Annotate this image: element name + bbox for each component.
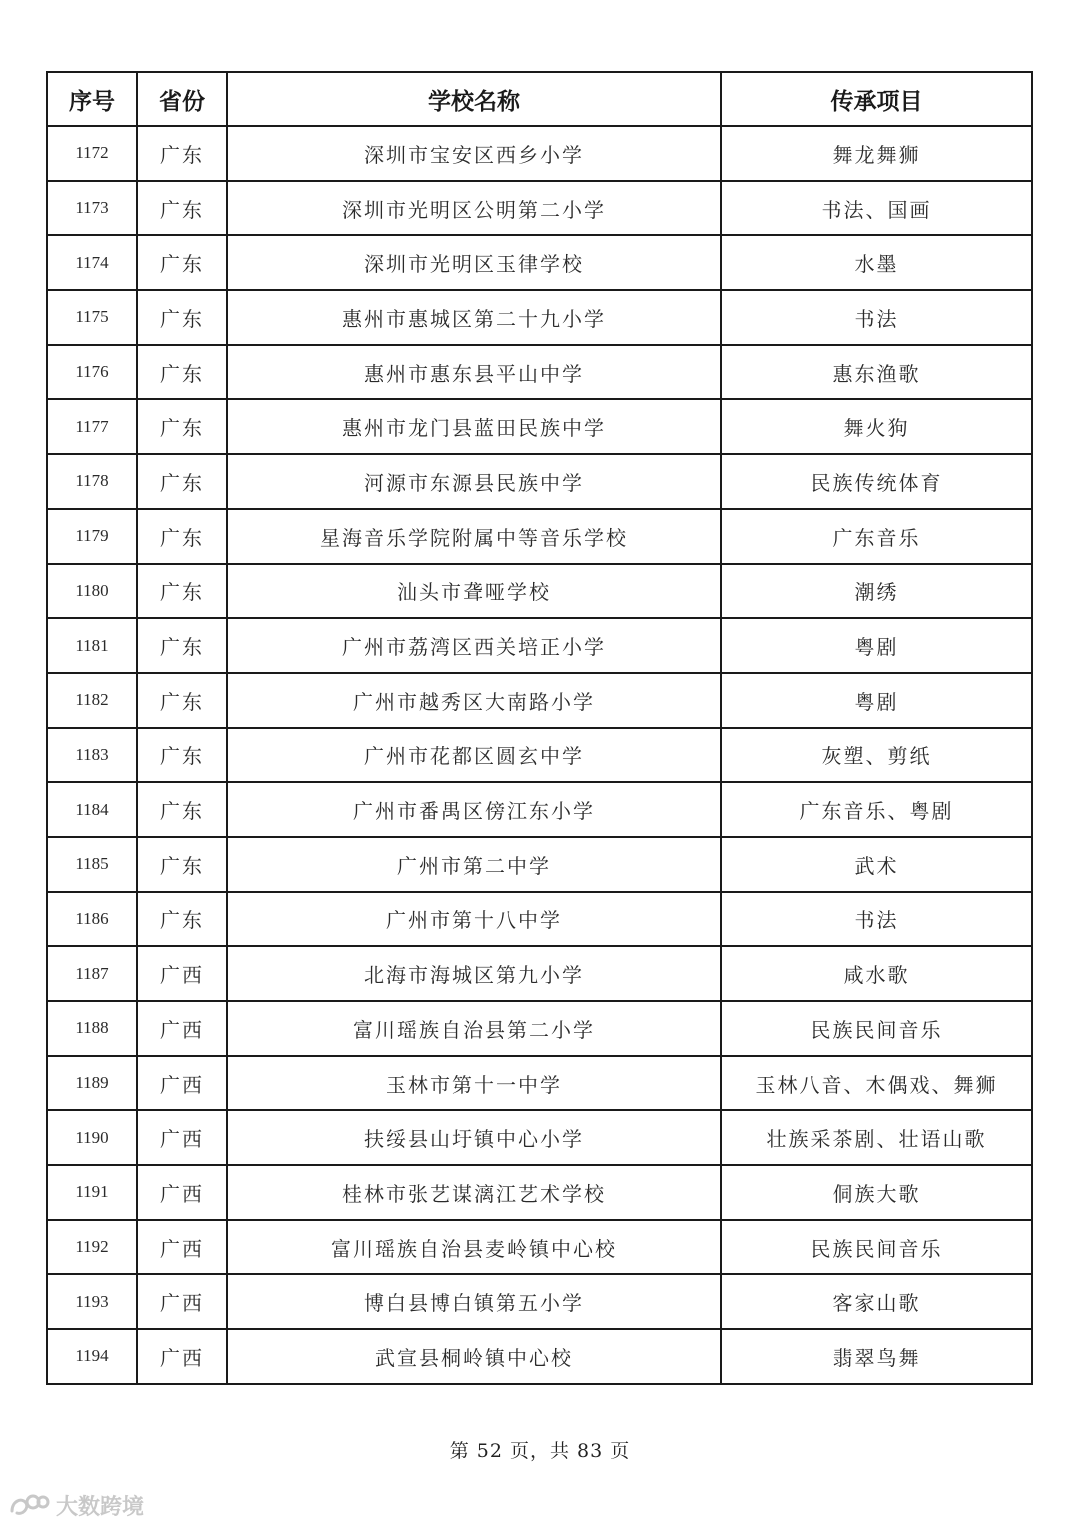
table-row [47, 1056, 1032, 1111]
cell-serial-number: 1191 [47, 1165, 137, 1220]
cell-province: 广东 [137, 181, 227, 236]
cell-heritage-project: 民族民间音乐 [721, 1001, 1032, 1056]
table-row [47, 454, 1032, 509]
table-row [47, 181, 1032, 236]
table-row [47, 126, 1032, 181]
cell-serial-number: 1188 [47, 1001, 137, 1056]
cell-school-name: 惠州市惠东县平山中学 [227, 345, 721, 400]
cell-heritage-project: 灰塑、剪纸 [721, 728, 1032, 783]
cell-province: 广西 [137, 1220, 227, 1275]
cell-serial-number: 1192 [47, 1220, 137, 1275]
table-row [47, 1220, 1032, 1275]
cell-heritage-project: 粤剧 [721, 673, 1032, 728]
cell-province: 广西 [137, 1165, 227, 1220]
cell-heritage-project: 舞龙舞狮 [721, 126, 1032, 181]
table-row [47, 564, 1032, 619]
cell-province: 广东 [137, 290, 227, 345]
watermark-text: 大数跨境 [56, 1495, 145, 1520]
page-number-footer: 第 52 页，共 83 页 [449, 1440, 631, 1462]
cell-school-name: 武宣县桐岭镇中心校 [227, 1329, 721, 1384]
cell-province: 广东 [137, 837, 227, 892]
cell-heritage-project: 壮族采茶剧、壮语山歌 [721, 1110, 1032, 1165]
cell-heritage-project: 潮绣 [721, 564, 1032, 619]
table-row [47, 618, 1032, 673]
cell-serial-number: 1178 [47, 454, 137, 509]
cell-heritage-project: 广东音乐、粤剧 [721, 782, 1032, 837]
cell-school-name: 星海音乐学院附属中等音乐学校 [227, 509, 721, 564]
cell-school-name: 富川瑶族自治县第二小学 [227, 1001, 721, 1056]
cell-serial-number: 1190 [47, 1110, 137, 1165]
cell-serial-number: 1177 [47, 399, 137, 454]
cell-province: 广东 [137, 454, 227, 509]
cell-school-name: 深圳市光明区玉律学校 [227, 235, 721, 290]
table-row [47, 1110, 1032, 1165]
cell-province: 广西 [137, 1329, 227, 1384]
table-row [47, 509, 1032, 564]
cell-province: 广西 [137, 946, 227, 1001]
cell-serial-number: 1175 [47, 290, 137, 345]
cell-province: 广东 [137, 399, 227, 454]
cell-serial-number: 1183 [47, 728, 137, 783]
cell-province: 广东 [137, 782, 227, 837]
cell-serial-number: 1179 [47, 509, 137, 564]
cell-province: 广东 [137, 673, 227, 728]
cell-province: 广东 [137, 564, 227, 619]
cell-heritage-project: 民族民间音乐 [721, 1220, 1032, 1275]
watermark [8, 1490, 144, 1521]
cell-school-name: 扶绥县山圩镇中心小学 [227, 1110, 721, 1165]
cell-heritage-project: 咸水歌 [721, 946, 1032, 1001]
cell-serial-number: 1194 [47, 1329, 137, 1384]
cell-heritage-project: 广东音乐 [721, 509, 1032, 564]
cell-serial-number: 1173 [47, 181, 137, 236]
cell-serial-number: 1189 [47, 1056, 137, 1111]
cell-heritage-project: 客家山歌 [721, 1274, 1032, 1329]
cell-heritage-project: 翡翠鸟舞 [721, 1329, 1032, 1384]
cell-school-name: 广州市番禺区傍江东小学 [227, 782, 721, 837]
table-row [47, 892, 1032, 947]
cell-province: 广东 [137, 235, 227, 290]
cell-serial-number: 1181 [47, 618, 137, 673]
cell-serial-number: 1174 [47, 235, 137, 290]
cell-province: 广西 [137, 1001, 227, 1056]
cell-province: 广东 [137, 345, 227, 400]
cell-heritage-project: 武术 [721, 837, 1032, 892]
cell-school-name: 博白县博白镇第五小学 [227, 1274, 721, 1329]
cell-serial-number: 1182 [47, 673, 137, 728]
table-row [47, 728, 1032, 783]
cell-school-name: 广州市越秀区大南路小学 [227, 673, 721, 728]
table-row [47, 1274, 1032, 1329]
cell-province: 广东 [137, 618, 227, 673]
table-row [47, 399, 1032, 454]
table-header [47, 72, 1032, 126]
cell-serial-number: 1184 [47, 782, 137, 837]
cell-school-name: 广州市花都区圆玄中学 [227, 728, 721, 783]
cell-school-name: 广州市第二中学 [227, 837, 721, 892]
cell-school-name: 深圳市光明区公明第二小学 [227, 181, 721, 236]
table-row [47, 1001, 1032, 1056]
cell-school-name: 广州市荔湾区西关培正小学 [227, 618, 721, 673]
cell-school-name: 河源市东源县民族中学 [227, 454, 721, 509]
table-row [47, 345, 1032, 400]
table-row [47, 673, 1032, 728]
cell-school-name: 惠州市惠城区第二十九小学 [227, 290, 721, 345]
table-row [47, 235, 1032, 290]
cell-heritage-project: 舞火狗 [721, 399, 1032, 454]
cell-serial-number: 1186 [47, 892, 137, 947]
cell-serial-number: 1185 [47, 837, 137, 892]
table-row [47, 782, 1032, 837]
cell-heritage-project: 民族传统体育 [721, 454, 1032, 509]
cell-school-name: 汕头市聋哑学校 [227, 564, 721, 619]
header-serial-number: 序号 [47, 72, 137, 126]
cell-serial-number: 1172 [47, 126, 137, 181]
cell-school-name: 桂林市张艺谋漓江艺术学校 [227, 1165, 721, 1220]
cell-school-name: 玉林市第十一中学 [227, 1056, 721, 1111]
cell-province: 广东 [137, 509, 227, 564]
cell-province: 广东 [137, 728, 227, 783]
table-body [47, 126, 1032, 1384]
cell-province: 广东 [137, 126, 227, 181]
school-list-table [46, 71, 1033, 1385]
cell-school-name: 惠州市龙门县蓝田民族中学 [227, 399, 721, 454]
cell-province: 广西 [137, 1274, 227, 1329]
cell-province: 广西 [137, 1056, 227, 1111]
cell-serial-number: 1193 [47, 1274, 137, 1329]
table-row [47, 1165, 1032, 1220]
cell-heritage-project: 侗族大歌 [721, 1165, 1032, 1220]
cell-heritage-project: 书法、国画 [721, 181, 1032, 236]
header-heritage-project: 传承项目 [721, 72, 1032, 126]
cell-heritage-project: 水墨 [721, 235, 1032, 290]
cell-school-name: 广州市第十八中学 [227, 892, 721, 947]
table-row [47, 946, 1032, 1001]
cell-province: 广西 [137, 1110, 227, 1165]
table-row [47, 1329, 1032, 1384]
cell-heritage-project: 玉林八音、木偶戏、舞狮 [721, 1056, 1032, 1111]
cell-school-name: 北海市海城区第九小学 [227, 946, 721, 1001]
table-row [47, 837, 1032, 892]
cell-heritage-project: 惠东渔歌 [721, 345, 1032, 400]
brand-logo-icon [8, 1491, 50, 1521]
cell-heritage-project: 书法 [721, 892, 1032, 947]
header-school-name: 学校名称 [227, 72, 721, 126]
table-row [47, 290, 1032, 345]
cell-serial-number: 1176 [47, 345, 137, 400]
cell-school-name: 富川瑶族自治县麦岭镇中心校 [227, 1220, 721, 1275]
cell-heritage-project: 粤剧 [721, 618, 1032, 673]
cell-heritage-project: 书法 [721, 290, 1032, 345]
cell-serial-number: 1187 [47, 946, 137, 1001]
cell-province: 广东 [137, 892, 227, 947]
cell-serial-number: 1180 [47, 564, 137, 619]
header-row [47, 72, 1032, 126]
header-province: 省份 [137, 72, 227, 126]
cell-school-name: 深圳市宝安区西乡小学 [227, 126, 721, 181]
